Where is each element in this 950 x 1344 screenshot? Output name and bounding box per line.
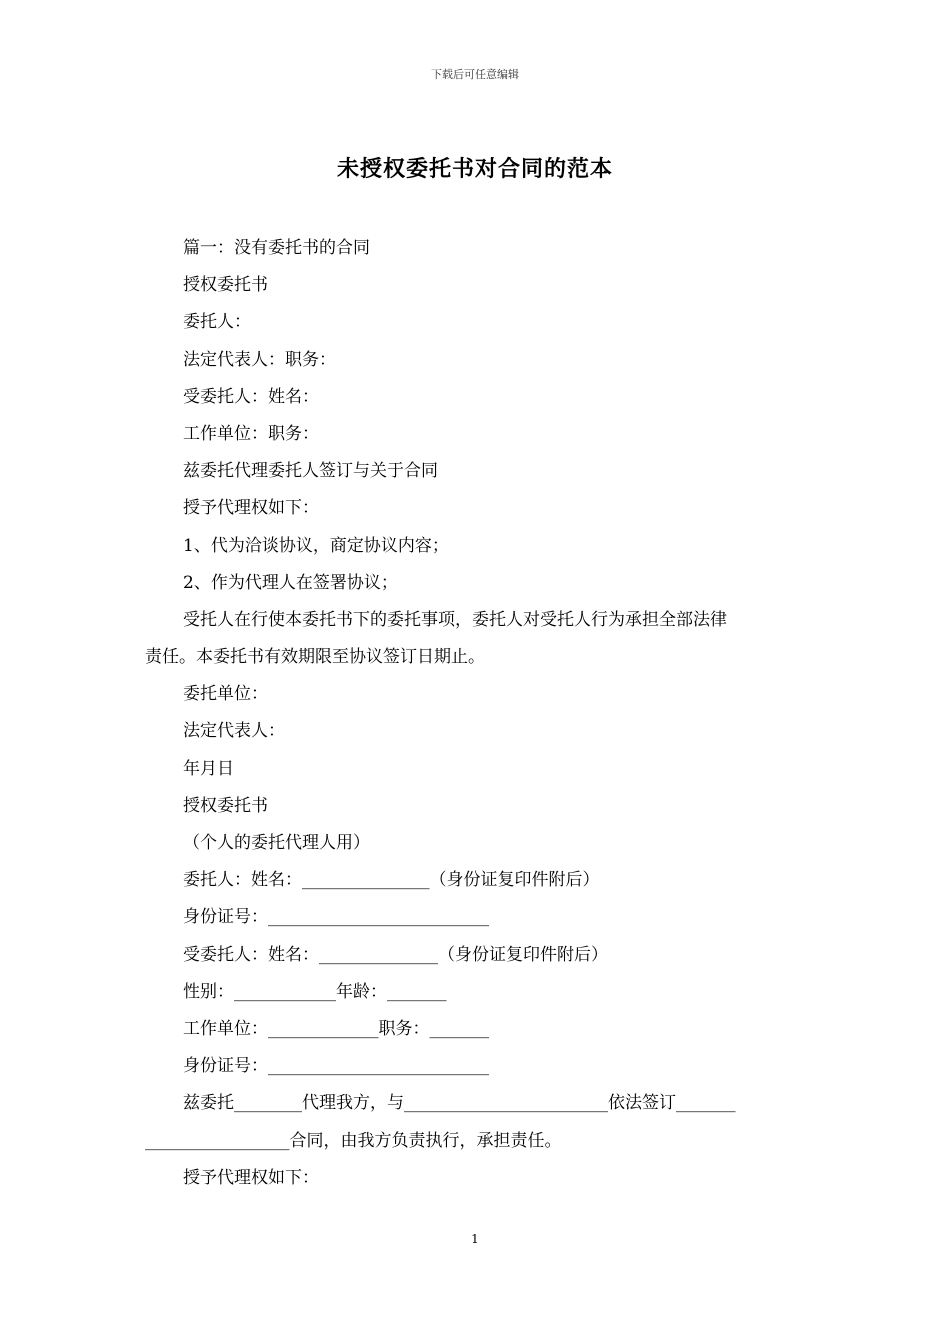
paragraph-line: 委托人： (183, 312, 251, 333)
page-header: 下载后可任意编辑 (431, 68, 519, 81)
paragraph-line: 委托单位： (183, 684, 268, 705)
paragraph-line: 受委托人：姓名：______________（身份证复印件附后） (183, 944, 608, 965)
paragraph-line: 性别：____________年龄：_______ (183, 981, 447, 1002)
paragraph-line: 工作单位：职务： (183, 423, 319, 444)
paragraph-line: 工作单位：_____________职务：_______ (183, 1018, 489, 1039)
document-title: 未授权委托书对合同的范本 (336, 156, 613, 182)
paragraph-line: 兹委托________代理我方，与________________________依法签订_______ (183, 1093, 736, 1114)
paragraph-line: 委托人：姓名：_______________（身份证复印件附后） (183, 870, 600, 891)
paragraph-line: 授权委托书 (183, 795, 268, 816)
paragraph-line: 篇一：没有委托书的合同 (183, 238, 370, 258)
paragraph-line: 年月日 (183, 758, 234, 779)
paragraph-line: _________________合同，由我方负责执行，承担责任。 (145, 1130, 562, 1151)
paragraph-line: 法定代表人： (183, 721, 285, 742)
paragraph-line: （个人的委托代理人用） (183, 833, 370, 853)
paragraph-line: 授予代理权如下： (183, 498, 319, 519)
paragraph-line: 受委托人：姓名： (183, 386, 319, 407)
page-number: 1 (471, 1232, 479, 1246)
paragraph-line: 法定代表人：职务： (183, 349, 336, 370)
paragraph-line: 身份证号：__________________________ (183, 907, 489, 928)
document-body (145, 230, 809, 1197)
paragraph-line: 授予代理权如下： (183, 1167, 319, 1188)
paragraph-line: 兹委托代理委托人签订与关于合同 (183, 461, 438, 482)
paragraph-line: 身份证号：__________________________ (183, 1056, 489, 1077)
paragraph-line: 授权委托书 (183, 275, 268, 296)
paragraph-line: 责任。本委托书有效期限至协议签订日期止。 (145, 647, 485, 668)
paragraph-line: 2、作为代理人在签署协议； (183, 572, 398, 593)
paragraph-line: 1、代为洽谈协议，商定协议内容； (183, 535, 449, 556)
paragraph-line: 受托人在行使本委托书下的委托事项，委托人对受托人行为承担全部法律 (183, 609, 727, 630)
